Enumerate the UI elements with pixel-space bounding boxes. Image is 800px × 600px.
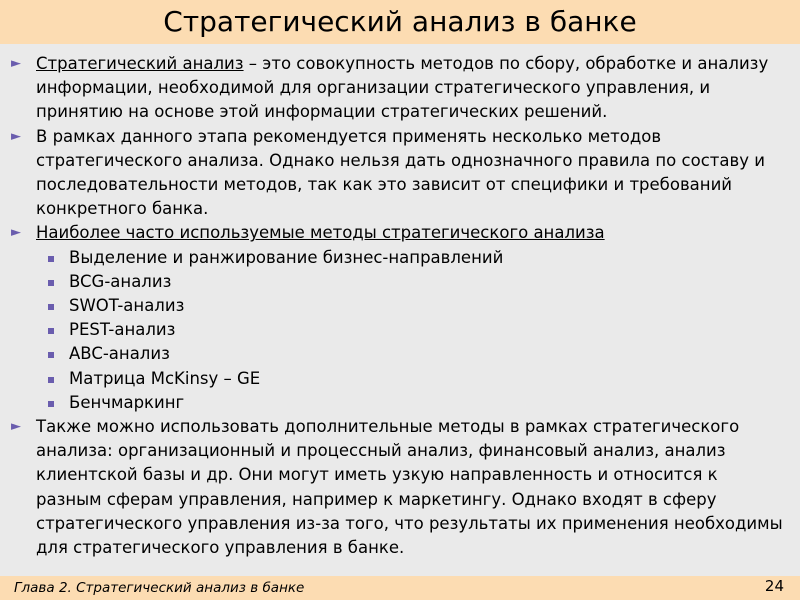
- recommendation-text: В рамках данного этапа рекомендуется применять несколько методов стратегического анализа. Однако нельзя дать однозначного правила по составу и последовательности методов, так как это зависит от специфики и требований конкретного банка.: [36, 126, 765, 219]
- method-item: [8, 391, 788, 415]
- footer-chapter: Глава 2. Стратегический анализ в банке: [14, 580, 305, 596]
- square-bullet-icon: [48, 401, 54, 407]
- method-label: Бенчмаркинг: [69, 392, 185, 412]
- square-bullet-icon: [48, 352, 54, 358]
- bullet-arrow-icon: ►: [11, 225, 21, 241]
- bullet-recommendation: [8, 125, 788, 222]
- method-item: [8, 246, 788, 270]
- methods-heading: Наиболее часто используемые методы стратегического анализа: [36, 223, 605, 243]
- method-label: BCG-анализ: [69, 271, 172, 291]
- bullet-arrow-icon: ►: [11, 419, 21, 435]
- slide-title: Стратегический анализ в банке: [0, 0, 800, 44]
- square-bullet-icon: [48, 328, 54, 334]
- method-item: [8, 318, 788, 342]
- method-item: [8, 294, 788, 318]
- method-item: [8, 270, 788, 294]
- square-bullet-icon: [48, 304, 54, 310]
- bullet-additional-methods: [8, 415, 788, 560]
- method-label: Выделение и ранжирование бизнес-направлений: [69, 247, 504, 267]
- method-label: SWOT-анализ: [69, 296, 185, 316]
- definition-term: Стратегический анализ: [36, 54, 244, 73]
- page-number: 24: [764, 577, 784, 595]
- square-bullet-icon: [48, 256, 54, 262]
- method-label: PEST-анализ: [69, 320, 176, 340]
- definition-text: – это совокупность методов по сбору, обработке и анализу информации, необходимой для организации стратегического управления, и принятию на основе этой информации стратегических решений.: [36, 54, 769, 122]
- bullet-arrow-icon: ►: [11, 128, 21, 144]
- slide-content: [8, 52, 788, 560]
- additional-methods-text: Также можно использовать дополнительные методы в рамках стратегического анализа: организационный и процессный анализ, финансовый анализ, анализ клиентской базы и др. Они могут иметь узкую направленность и относится к разным сферам управления, например к маркетингу. Однако входят в сферу стратегического управления из-за того, что результаты их применения необходимы для стратегического управления в банке.: [36, 417, 783, 558]
- bullet-definition: [8, 52, 788, 125]
- method-item: [8, 367, 788, 391]
- square-bullet-icon: [48, 377, 54, 383]
- square-bullet-icon: [48, 280, 54, 286]
- bullet-methods-heading: [8, 221, 788, 245]
- method-item: [8, 342, 788, 366]
- method-label: Матрица McKinsy – GE: [69, 368, 261, 388]
- bullet-arrow-icon: ►: [11, 56, 21, 71]
- method-label: ABC-анализ: [69, 344, 170, 364]
